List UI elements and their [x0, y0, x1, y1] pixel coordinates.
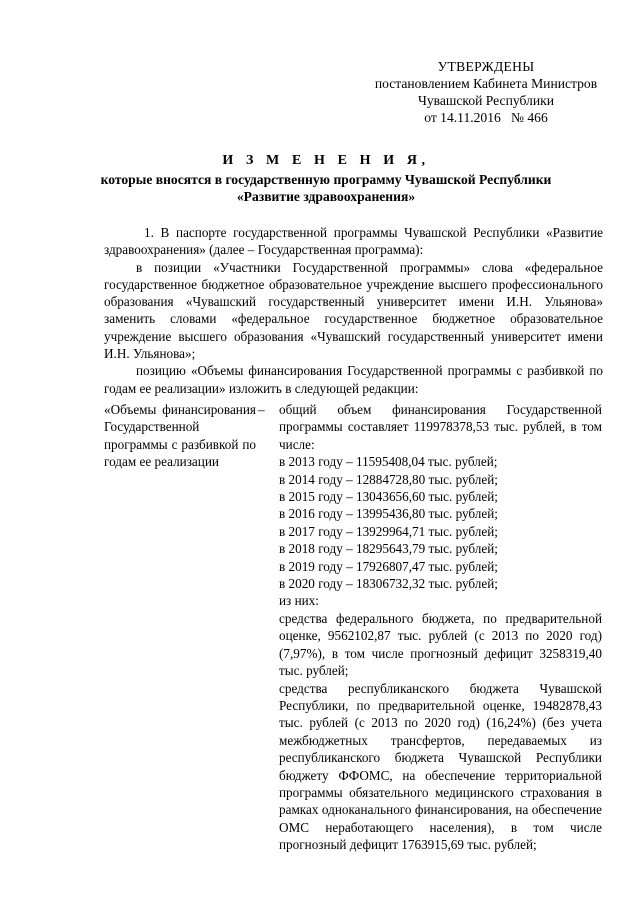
- federal-budget-text: средства федерального бюджета, по предварительной оценке, 9562102,87 тыс. рублей (с 2013 по 2020 год) (7,97%), в том числе прогнозный дефицит 3258319,40 тыс. рублей;: [279, 610, 602, 679]
- document-title: И З М Е Н Е Н И Я,: [222, 153, 430, 168]
- year-line: в 2018 году – 18295643,79 тыс. рублей;: [279, 541, 498, 557]
- approval-line-1: постановлением Кабинета Министров: [374, 76, 598, 91]
- table-right-cell: [279, 401, 602, 854]
- document-body: [104, 224, 603, 397]
- approval-date: от 14.11.2016 № 466: [424, 110, 548, 125]
- year-line: в 2019 году – 17926807,47 тыс. рублей;: [279, 558, 498, 574]
- approval-line-2: Чувашской Республики: [418, 93, 554, 108]
- year-line: в 2020 году – 18306732,32 тыс. рублей;: [279, 576, 498, 592]
- approval-heading: УТВЕРЖДЕНЫ: [437, 59, 535, 74]
- table-dash: –: [258, 402, 265, 417]
- paragraph-participants: в позиции «Участники Государственной программы» слова «федеральное государственное бюджетное образовательное учреждение высшего профессионального образования «Чувашский государственный университет имени И.Н. Ульянова» заменить словами «федеральное государственное бюджетное образовательное учреждение высшего образования «Чувашский государственный университет имени И.Н. Ульянова»;: [104, 259, 603, 362]
- paragraph-passport: 1. В паспорте государственной программы Чувашской Республики «Развитие здравоохранения» (далее – Государственная программа):: [104, 225, 603, 258]
- year-line: в 2017 году – 13929964,71 тыс. рублей;: [279, 523, 498, 539]
- year-line: в 2016 году – 13995436,80 тыс. рублей;: [279, 506, 498, 522]
- total-financing: общий объем финансирования Государственной программы составляет 119978378,53 тыс. рублей, в том числе:: [279, 402, 602, 452]
- paragraph-financing: позицию «Объемы финансирования Государственной программы с разбивкой по годам ее реализации» изложить в следующей редакции:: [104, 363, 603, 396]
- approval-stamp: [366, 58, 606, 126]
- program-name: «Развитие здравоохранения»: [236, 189, 416, 204]
- document-subtitle: которые вносятся в государственную программу Чувашской Республики: [100, 172, 552, 187]
- of-them-label: из них:: [279, 593, 319, 609]
- year-line: в 2015 году – 13043656,60 тыс. рублей;: [279, 489, 498, 505]
- republican-budget-text: средства республиканского бюджета Чувашской Республики, по предварительной оценке, 19482878,43 тыс. рублей (с 2013 по 2020 год) (16,24%) (без учета межбюджетных трансфертов, передаваемых из республиканского бюджета Чувашской Республики бюджету ФФОМС, на обеспечение территориальной программы обязательного медицинского страхования в рамках одноканального финансирования, на обеспечение ОМС неработающего населения), в том числе прогнозный дефицит 1763915,69 тыс. рублей;: [279, 680, 602, 853]
- year-line: в 2013 году – 11595408,04 тыс. рублей;: [279, 454, 498, 470]
- year-line: в 2014 году – 12884728,80 тыс. рублей;: [279, 471, 498, 487]
- table-left-cell: «Объемы финансирования Государственной программы с разбивкой по годам ее реализации: [104, 402, 256, 470]
